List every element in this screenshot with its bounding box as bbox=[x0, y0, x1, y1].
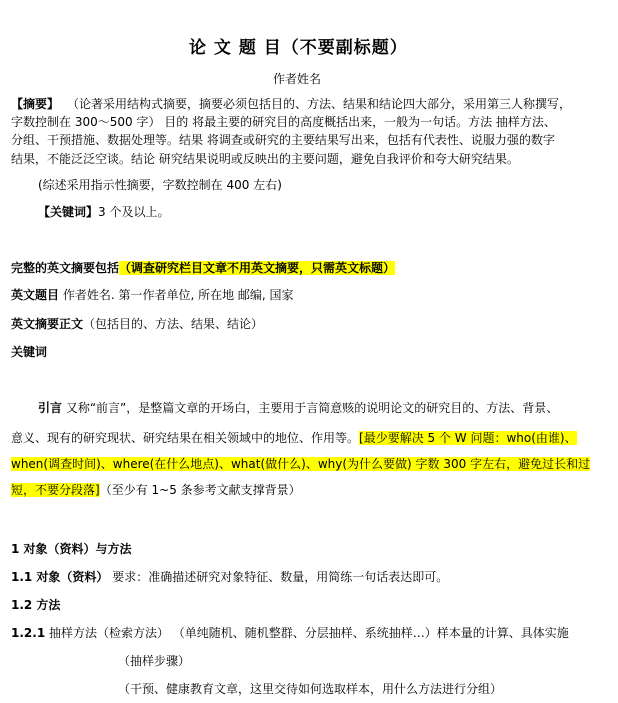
section-1-2-1-cont: （抽样步骤） bbox=[118, 654, 191, 668]
english-heading-text: 完整的英文摘要包括 bbox=[11, 261, 120, 275]
section-1-1-line bbox=[11, 569, 448, 585]
intro-text-2: 意义、现有的研究现状、研究结果在相关领域中的地位、作用等。 bbox=[11, 431, 360, 445]
abstract-line-2: 字数控制在 300～500 字） 目的 将最主要的研究目的高度概括出来，一般为一句话。方法 抽样方法、 bbox=[11, 115, 556, 129]
section-1-2-1-line bbox=[11, 625, 569, 641]
intro-text-1: 又称“前言”，是整篇文章的开场白，主要用于言简意赅的说明论文的研究目的、方法、背景、 bbox=[62, 401, 559, 415]
abstract-text: （论著采用结构式摘要，摘要必须包括目的、方法、结果和结论四大部分，采用第三人称撰写， bbox=[73, 97, 572, 111]
english-title-line bbox=[11, 287, 294, 303]
abstract-label: 【摘要】 bbox=[11, 97, 60, 111]
keywords-text: 3 个及以上。 bbox=[98, 205, 170, 219]
section-1-2-heading: 1.2 方法 bbox=[11, 598, 61, 612]
section-1-2-1-note: （干预、健康教育文章，这里交待如何选取样本，用什么方法进行分组） bbox=[118, 682, 503, 696]
abstract-line-3: 分组、干预措施、数据处理等。结果 将调查或研究的主要结果写出来，包括有代表性、说服力强的数字 bbox=[11, 133, 555, 147]
abstract-note: (综述采用指示性摘要，字数控制在 400 左右) bbox=[38, 178, 282, 192]
english-title-text: 作者姓名. 第一作者单位, 所在地 邮编, 国家 bbox=[59, 288, 294, 302]
section-1-2-1-text: 抽样方法（检索方法） （单纯随机、随机整群、分层抽样、系统抽样…）样本量的计算、具体实施 bbox=[45, 626, 569, 640]
english-body-line bbox=[11, 316, 263, 332]
english-title-label: 英文题目 bbox=[11, 288, 60, 302]
keywords-label: 【关键词】 bbox=[38, 205, 99, 219]
english-body-text: （包括目的、方法、结果、结论） bbox=[83, 317, 264, 331]
intro-highlight: [最少要解决 5 个 W 问题：who(由谁)、when(调查时间)、where(在什么地点)、what(做什么)、why(为什么要做) 字数 300 字左右，避免过长和过短，不要分段落] bbox=[11, 431, 591, 497]
intro-label: 引言 bbox=[38, 401, 63, 415]
section-1-heading: 1 对象（资料）与方法 bbox=[11, 542, 132, 556]
abstract-line-1 bbox=[11, 96, 571, 112]
english-body-label: 英文摘要正文 bbox=[11, 317, 84, 331]
abstract-line-4: 结果，不能泛泛空谈。结论 研究结果说明或反映出的主要问题，避免自我评价和夸大研究结果。 bbox=[11, 152, 519, 166]
section-1-1-text: 要求：准确描述研究对象特征、数量，用简练一句话表达即可。 bbox=[108, 570, 449, 584]
english-heading-note: （调查研究栏目文章不用英文摘要，只需英文标题） bbox=[119, 261, 396, 275]
intro-line-1 bbox=[38, 400, 558, 416]
english-abstract-heading bbox=[11, 259, 395, 277]
section-1-2-1-label: 1.2.1 bbox=[11, 626, 46, 640]
keywords-line bbox=[38, 204, 169, 220]
paper-title: 论 文 题 目（不要副标题） bbox=[189, 38, 408, 58]
intro-tail: （至少有 1~5 条参考文献支撑背景） bbox=[99, 483, 301, 497]
author-name: 作者姓名 bbox=[273, 72, 322, 86]
intro-paragraph bbox=[11, 425, 609, 503]
english-keywords-label: 关键词 bbox=[11, 345, 48, 359]
section-1-1-label: 1.1 对象（资料） bbox=[11, 570, 109, 584]
